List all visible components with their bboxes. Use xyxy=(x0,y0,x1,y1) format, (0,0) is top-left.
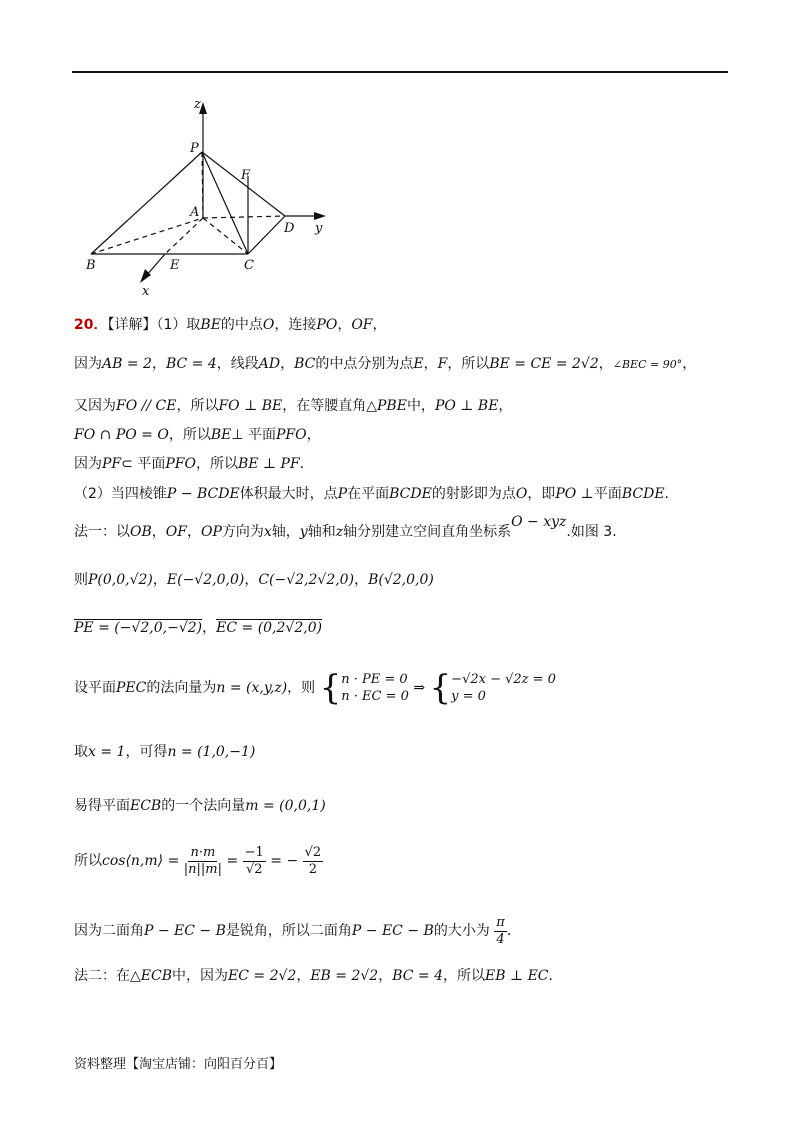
line-7: 法一：以OB，OF，OP方向为x轴，y轴和z轴分别建立空间直角坐标系O − xyz.如图 3. xyxy=(74,514,617,540)
system-1: { n · PE = 0 n · EC = 0 xyxy=(319,668,409,708)
label-E: E xyxy=(170,258,180,273)
label-y: y xyxy=(315,221,323,236)
label-D: D xyxy=(284,221,295,236)
line-5: 因为PF⊂ 平面PFO，所以BE ⊥ PF. xyxy=(74,456,305,472)
label-A: A xyxy=(190,205,200,220)
header-rule xyxy=(72,71,728,73)
line-2: 因为AB = 2，BC = 4，线段AD，BC的中点分别为点E，F，所以BE = CE = 2√2，∠BEC = 90°， xyxy=(74,356,697,372)
x-axis xyxy=(146,254,165,276)
line-13: 所以cos⟨n,m⟩ = $\frac{n\cdot m}{|n||m|}$ = $\frac{-1}{√2}$ = − $\frac{√2}{2}$ xyxy=(74,844,322,877)
line-10: 设平面PEC的法向量为n = (x,y,z)，则 { n · PE = 0 n · EC = 0 ⇒ { −√2x − √2z = 0 y = 0 xyxy=(74,668,556,708)
line-6: （2）当四棱锥P − BCDE体积最大时，点P在平面BCDE的射影即为点O，即PO ⊥平面BCDE. xyxy=(74,486,669,502)
label-F: F xyxy=(241,168,251,183)
line-8: 则P(0,0,√2)，E(−√2,0,0)，C(−√2,2√2,0)，B(√2,0,0) xyxy=(74,572,434,588)
line-11: 取x = 1，可得n = (1,0,−1) xyxy=(74,744,256,760)
label-B: B xyxy=(86,258,96,273)
y-arrow xyxy=(314,212,326,220)
line-15: 法二：在△ECB中，因为EC = 2√2，EB = 2√2，BC = 4，所以EB ⊥ EC. xyxy=(74,968,553,984)
geometry-figure xyxy=(70,92,360,302)
label-C: C xyxy=(244,258,254,273)
line-1: 20．【详解】（1）取BE的中点O，连接PO，OF， xyxy=(74,317,387,333)
line-3: 又因为FO // CE，所以FO ⊥ BE，在等腰直角△PBE中，PO ⊥ BE， xyxy=(74,398,513,414)
footer-source: 资料整理【淘宝店铺：向阳百分百】 xyxy=(74,1057,283,1072)
x-arrow xyxy=(140,269,151,283)
system-2: { −√2x − √2z = 0 y = 0 xyxy=(429,668,556,708)
line-4: FO ∩ PO = O，所以BE⊥ 平面PFO， xyxy=(74,427,321,443)
label-P: P xyxy=(190,141,199,156)
label-z: z xyxy=(194,97,201,112)
line-9: PE = (−√2,0,−√2)，EC = (0,2√2,0) xyxy=(74,620,323,636)
line-12: 易得平面ECB的一个法向量m = (0,0,1) xyxy=(74,798,326,814)
label-x: x xyxy=(142,284,150,299)
line-14: 因为二面角P − EC − B是锐角，所以二面角P − EC − B的大小为 $\frac{\pi}{4}$ . xyxy=(74,914,512,947)
